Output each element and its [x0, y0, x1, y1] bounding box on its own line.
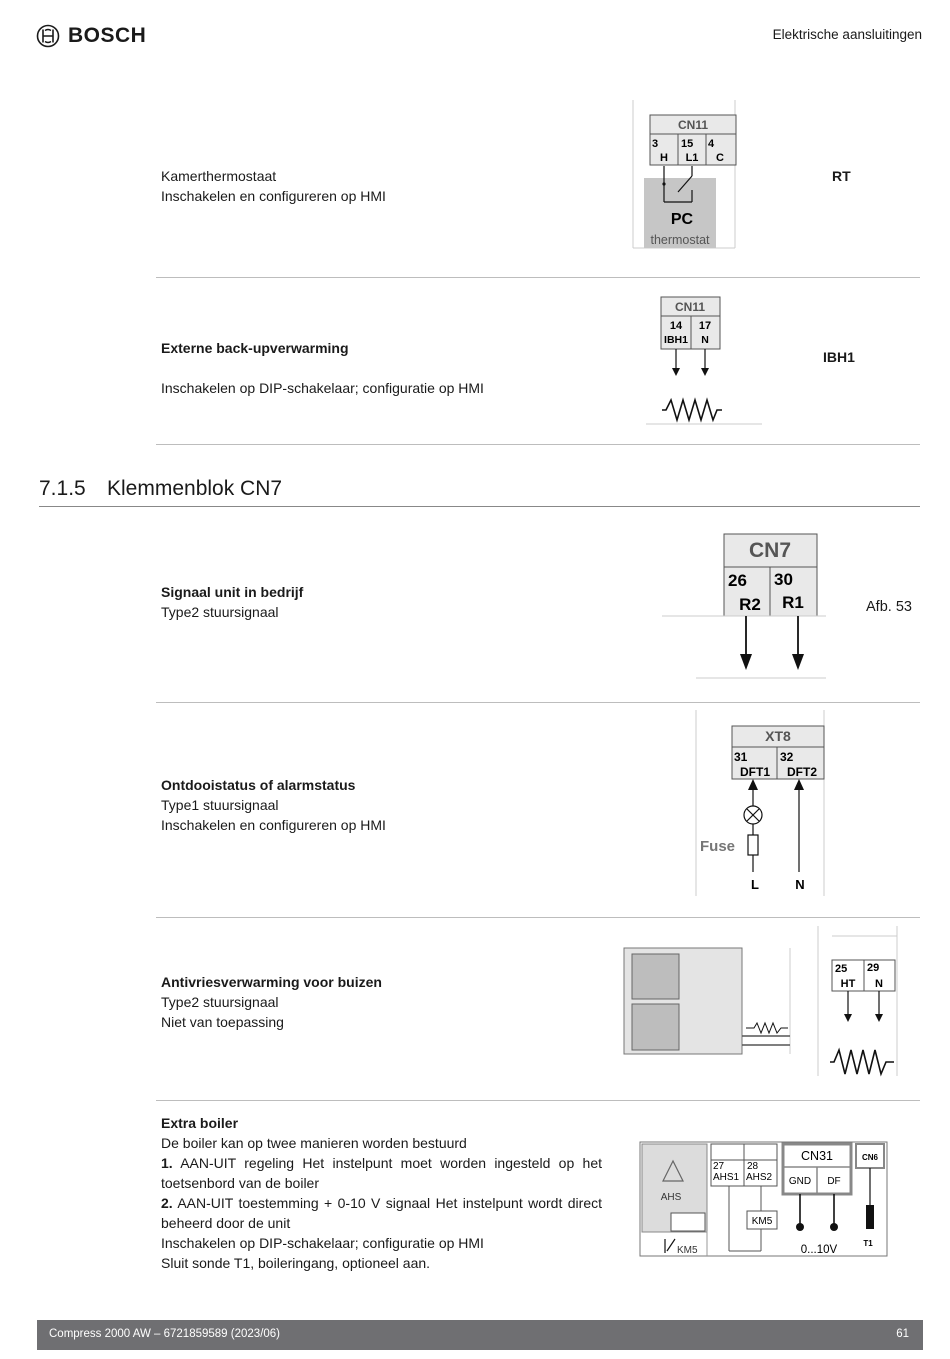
- rt-name-3: C: [716, 152, 724, 164]
- divider: [156, 277, 920, 278]
- boiler-gnd-label: GND: [788, 1176, 812, 1187]
- defrost-line2: Inschakelen en configureren op HMI: [161, 817, 386, 833]
- defrost-pin-1: 31: [734, 750, 748, 764]
- boiler-item1-number: 1.: [161, 1155, 173, 1171]
- ibh1-line1: Inschakelen op DIP-schakelaar; configuratie op HMI: [161, 380, 484, 396]
- divider: [156, 702, 920, 703]
- ibh1-name-1: IBH1: [664, 334, 688, 346]
- defrost-pin-2: 32: [780, 750, 794, 764]
- ibh1-code: IBH1: [823, 349, 855, 365]
- footer-page-number: 61: [896, 1328, 909, 1340]
- signal-pin-1: 26: [728, 571, 747, 590]
- rt-code: RT: [832, 168, 851, 184]
- sensor-t1-icon: [866, 1205, 874, 1229]
- rt-name-1: H: [660, 152, 668, 164]
- boiler-item1-text-a: AAN-UIT regeling Het instelpunt moet worden ingesteld op het: [180, 1155, 602, 1171]
- brand-name: BOSCH: [68, 24, 147, 47]
- antifreeze-unit-illustration: [622, 944, 794, 1058]
- boiler-item1-line-b: toetsenbord van de boiler: [161, 1175, 319, 1191]
- boiler-cn6-label: CN6: [861, 1153, 879, 1162]
- boiler-name-2: AHS2: [746, 1172, 773, 1183]
- divider: [156, 1100, 920, 1101]
- boiler-description: [161, 1113, 602, 1273]
- boiler-item2-text-a: AAN-UIT toestemming + 0-10 V signaal Het instelpunt wordt direct: [177, 1195, 602, 1211]
- fuse-label: Fuse: [700, 838, 736, 855]
- antifreeze-pin-1: 25: [835, 963, 848, 975]
- section-number: 7.1.5: [39, 477, 86, 500]
- rt-wiring-diagram: [632, 100, 738, 250]
- ibh1-pin-1: 14: [669, 320, 683, 332]
- defrost-name-1: DFT1: [740, 765, 770, 779]
- signal-wiring-diagram: [660, 530, 830, 682]
- rt-device-label: PC: [670, 211, 694, 228]
- antifreeze-name-2: N: [875, 978, 883, 990]
- boiler-item1-line-a: [161, 1153, 602, 1173]
- divider: [156, 917, 920, 918]
- defrost-line1: Type1 stuursignaal: [161, 797, 279, 813]
- bosch-armature-icon: [36, 24, 60, 48]
- boiler-line-dip: Inschakelen op DIP-schakelaar; configuratie op HMI: [161, 1235, 484, 1251]
- ibh1-wiring-diagram: [644, 294, 766, 430]
- boiler-line-t1: Sluit sonde T1, boileringang, optioneel aan.: [161, 1255, 431, 1271]
- lamp-icon: [744, 806, 762, 824]
- ibh1-title: Externe back-upverwarming: [161, 340, 349, 356]
- antifreeze-description: [161, 972, 382, 1032]
- boiler-cn31-label: CN31: [801, 1149, 833, 1163]
- signal-block-label: CN7: [748, 539, 792, 562]
- defrost-title: Ontdooistatus of alarmstatus: [161, 777, 356, 793]
- antifreeze-name-1: HT: [840, 978, 856, 990]
- signal-line1: Type2 stuursignaal: [161, 604, 279, 620]
- boiler-name-1: AHS1: [713, 1172, 740, 1183]
- defrost-wiring-diagram: [694, 710, 826, 898]
- boiler-item2-line-b: beheerd door de unit: [161, 1215, 291, 1231]
- signal-description: [161, 582, 303, 622]
- figure-label: Afb. 53: [866, 599, 912, 615]
- fuse-icon: [748, 835, 758, 855]
- rt-pin-1: 3: [652, 138, 659, 150]
- section-underline: [39, 506, 920, 507]
- rt-description: [161, 166, 386, 206]
- rt-block-label: CN11: [677, 118, 709, 132]
- section-heading: [39, 477, 282, 501]
- boiler-t1-label: T1: [863, 1239, 873, 1248]
- section-title: Klemmenblok CN7: [107, 477, 283, 500]
- header-section-label: Elektrische aansluitingen: [772, 27, 922, 42]
- ibh1-name-2: N: [701, 334, 709, 346]
- boiler-signal-label: 0...10V: [800, 1244, 838, 1256]
- boiler-item2-number: 2.: [161, 1195, 173, 1211]
- resistor-icon: [662, 400, 722, 420]
- defrost-description: [161, 775, 386, 835]
- defrost-name-2: DFT2: [787, 765, 817, 779]
- rt-line2: Inschakelen en configureren op HMI: [161, 188, 386, 204]
- antifreeze-line1: Type2 stuursignaal: [161, 994, 279, 1010]
- antifreeze-pin-2: 29: [867, 962, 880, 974]
- boiler-title: Extra boiler: [161, 1115, 239, 1131]
- boiler-wiring-diagram: [639, 1139, 889, 1259]
- boiler-pin-1: 27: [713, 1161, 725, 1172]
- defrost-l-label: L: [751, 877, 759, 892]
- boiler-pin-2: 28: [747, 1161, 759, 1172]
- page-footer: [37, 1320, 923, 1350]
- signal-name-1: R2: [739, 595, 761, 614]
- antifreeze-line2: Niet van toepassing: [161, 1014, 284, 1030]
- boiler-km5-switch-label: KM5: [677, 1245, 698, 1256]
- ibh1-description: [161, 338, 484, 398]
- ibh1-pin-2: 17: [698, 320, 712, 332]
- defrost-block-label: XT8: [765, 728, 791, 744]
- divider: [156, 444, 920, 445]
- resistor-icon: [830, 1050, 894, 1074]
- signal-name-2: R1: [782, 593, 804, 612]
- brand-logo: [36, 24, 146, 48]
- rt-pin-2: 15: [681, 138, 694, 150]
- antifreeze-title: Antivriesverwarming voor buizen: [161, 974, 382, 990]
- boiler-km5-label: KM5: [751, 1216, 773, 1227]
- signal-pin-2: 30: [774, 570, 793, 589]
- boiler-ahs-label: AHS: [660, 1192, 682, 1203]
- rt-name-2: L1: [685, 152, 699, 164]
- ibh1-block-label: CN11: [674, 300, 706, 314]
- antifreeze-wiring-diagram: [816, 926, 900, 1078]
- rt-device-sublabel: thermostat: [650, 233, 710, 247]
- boiler-df-label: DF: [827, 1176, 841, 1187]
- rt-line1: Kamerthermostaat: [161, 168, 277, 184]
- rt-pin-3: 4: [708, 138, 715, 150]
- footer-document: Compress 2000 AW – 6721859589 (2023/06): [49, 1328, 281, 1340]
- boiler-item2-line-a: [161, 1193, 602, 1213]
- signal-title: Signaal unit in bedrijf: [161, 584, 304, 600]
- boiler-line1: De boiler kan op twee manieren worden bestuurd: [161, 1135, 467, 1151]
- defrost-n-label: N: [795, 877, 805, 892]
